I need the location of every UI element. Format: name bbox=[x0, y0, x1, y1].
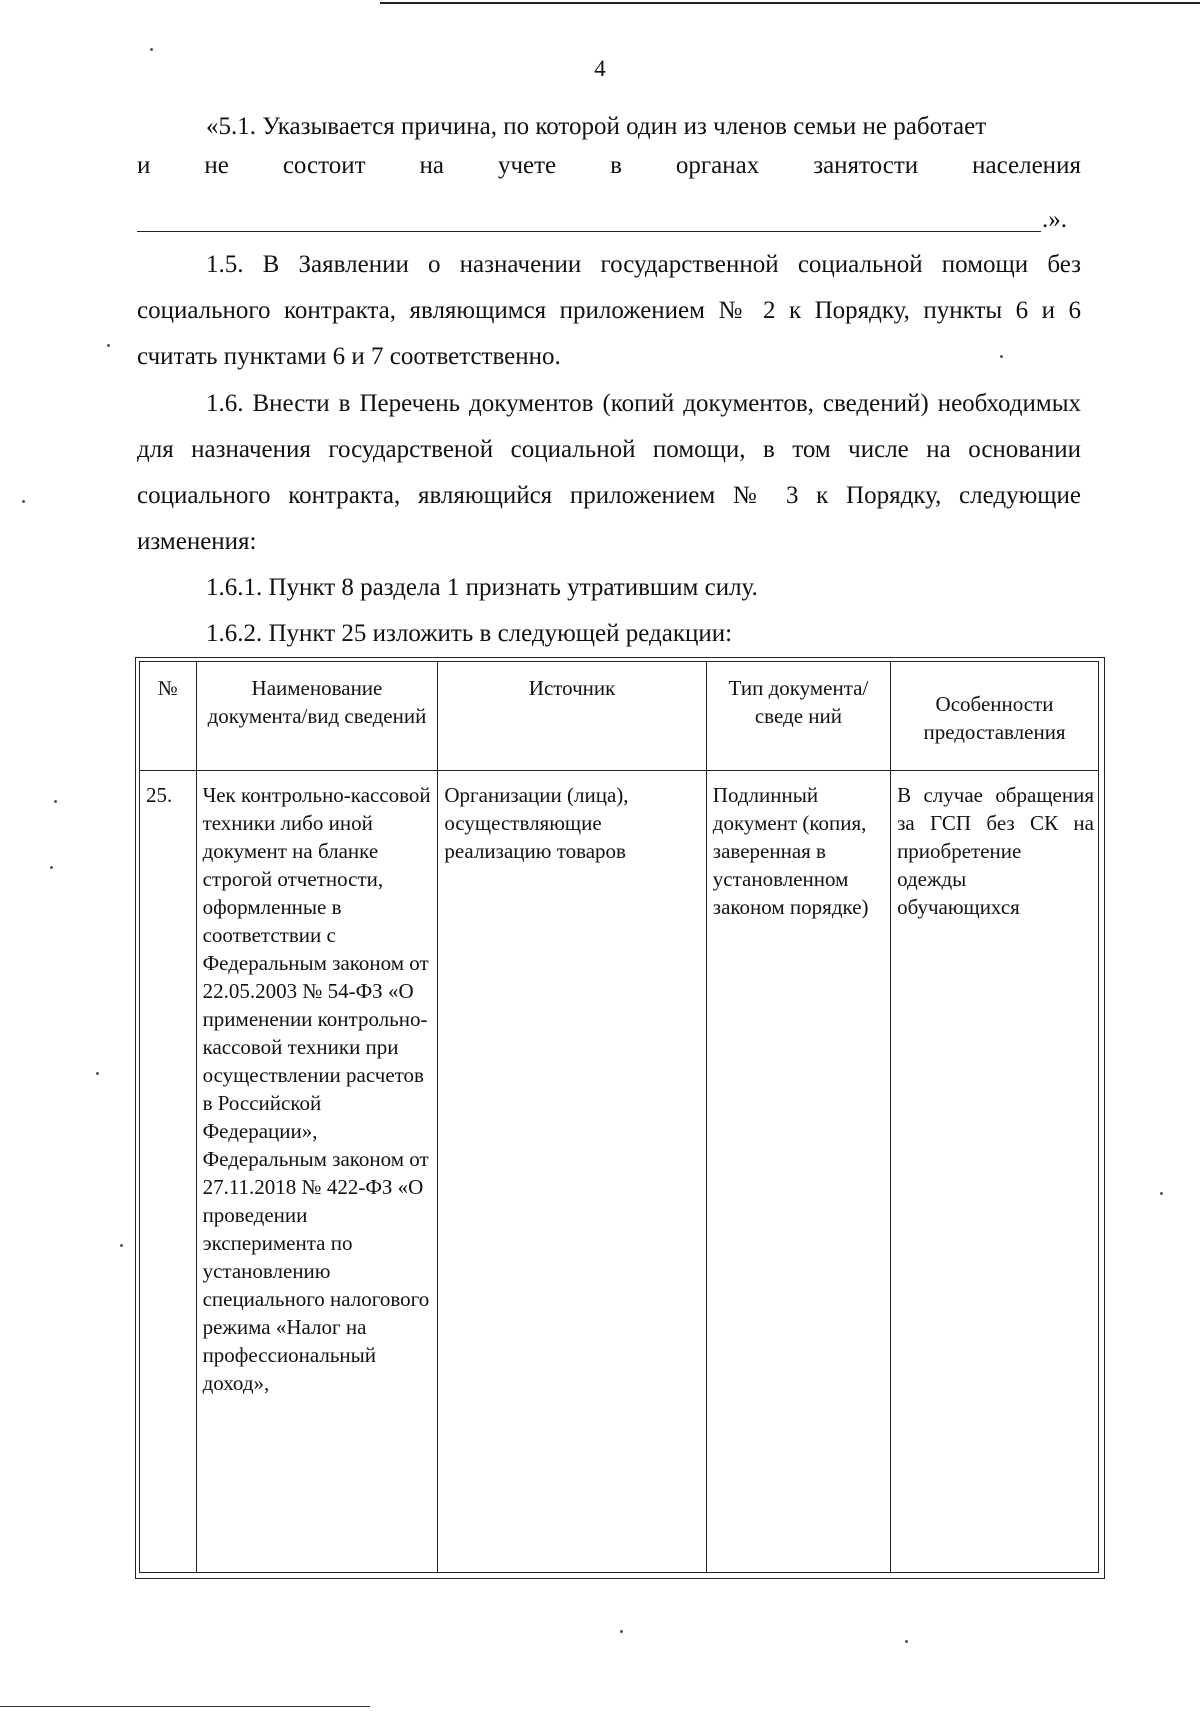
scan-bottom-border bbox=[0, 1706, 370, 1707]
scan-speck bbox=[22, 500, 25, 503]
documents-table bbox=[139, 661, 1099, 1573]
scan-speck bbox=[120, 1244, 123, 1247]
word: не bbox=[204, 152, 229, 179]
scan-speck bbox=[150, 48, 153, 51]
scan-speck bbox=[905, 1640, 908, 1643]
paragraph-1-6-2: 1.6.2. Пункт 25 изложить в следующей редакции: bbox=[206, 620, 733, 647]
cell-document-name: Чек контрольно-кассовой техники либо иной документ на бланке строгой отчетности, оформленные в соответствии с Федеральным законом от 22.05.2003 № 54-ФЗ «О применении контрольно-кассовой техники при осуществлении расчетов в Российской Федерации», Федеральным законом от 27.11.2018 № 422-ФЗ «О проведении эксперимента по установлению специального налогового режима «Налог на профессиональный доход», bbox=[196, 771, 438, 1573]
word: и bbox=[137, 152, 151, 179]
table-header-row bbox=[140, 662, 1099, 771]
scan-speck bbox=[50, 866, 53, 869]
paragraph-1-6: 1.6. Внести в Перечень документов (копий документов, сведений) необходимых для назначения государственой социальной помощи, в том числе на основании социального контракта, являющийся приложением № 3 к Порядку, следующие изменения: bbox=[137, 390, 1081, 555]
header-document-name: Наименование документа/вид сведений bbox=[196, 662, 438, 771]
scan-speck bbox=[1000, 355, 1003, 358]
scan-speck bbox=[107, 344, 110, 347]
paragraph-1-5: 1.5. В Заявлении о назначении государственной социальной помощи без социального контракта, являющимся приложением № 2 к Порядку, пункты 6 и 6 считать пунктами 6 и 7 соответственно. bbox=[137, 251, 1081, 370]
paragraph-5-1-line1: «5.1. Указывается причина, по которой один из членов семьи не работает bbox=[206, 113, 987, 140]
cell-features: В случае обращения за ГСП без СК на приобретение одежды обучающихся bbox=[891, 771, 1099, 1573]
header-document-type: Тип документа/сведе ний bbox=[706, 662, 890, 771]
word: занятости bbox=[813, 152, 919, 179]
header-source: Источник bbox=[438, 662, 706, 771]
scan-speck bbox=[54, 800, 57, 803]
header-features: Особенности предоставления bbox=[891, 662, 1099, 771]
word: населения bbox=[972, 152, 1081, 179]
fill-in-blank-line bbox=[137, 231, 1041, 232]
scan-top-border bbox=[380, 2, 1200, 4]
header-number: № bbox=[140, 662, 197, 771]
page-number: 4 bbox=[594, 56, 606, 81]
table-row bbox=[140, 771, 1099, 1573]
word: в bbox=[610, 152, 622, 179]
word: на bbox=[419, 152, 444, 179]
word: органах bbox=[675, 152, 760, 179]
word: учете bbox=[497, 152, 557, 179]
paragraph-5-1-line2 bbox=[137, 152, 1081, 180]
cell-source: Организации (лица), осуществляющие реализацию товаров bbox=[438, 771, 706, 1573]
paragraph-1-6-1: 1.6.1. Пункт 8 раздела 1 признать утратившим силу. bbox=[206, 574, 758, 601]
closing-quote: .». bbox=[1042, 206, 1067, 233]
word: состоит bbox=[282, 152, 366, 179]
cell-document-type: Подлинный документ (копия, заверенная в установленном законом порядке) bbox=[706, 771, 890, 1573]
cell-number: 25. bbox=[140, 771, 197, 1573]
scan-speck bbox=[1160, 1192, 1163, 1195]
scan-speck bbox=[96, 1072, 99, 1075]
scan-speck bbox=[620, 1630, 623, 1633]
